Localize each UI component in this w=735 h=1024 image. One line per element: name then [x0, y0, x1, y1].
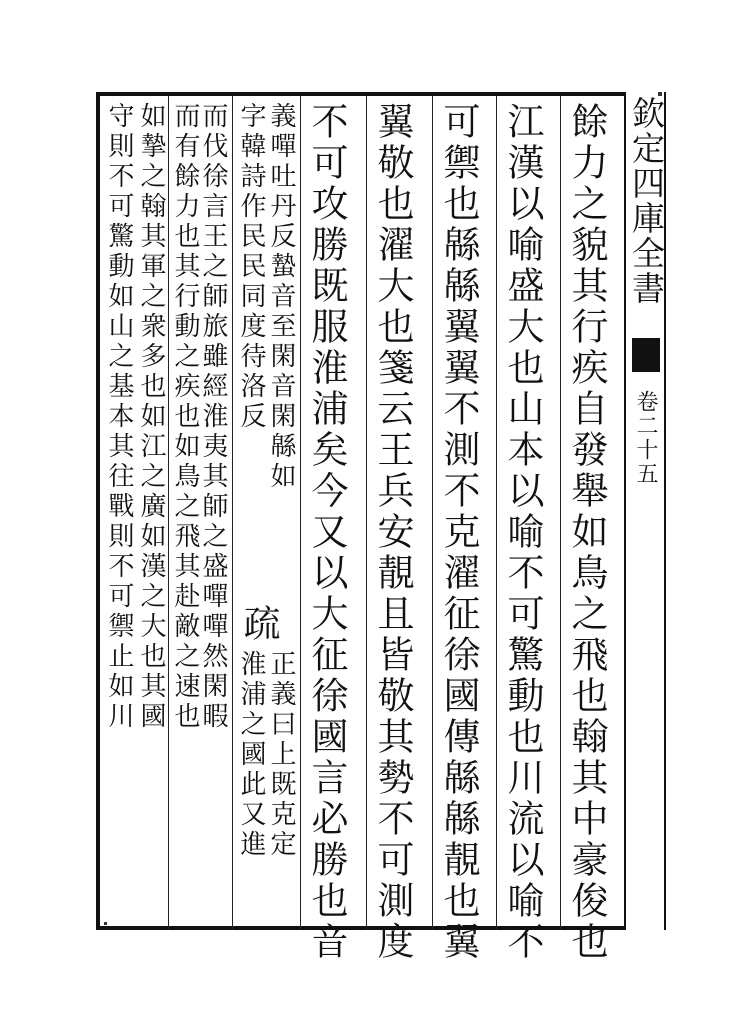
column-rule	[432, 96, 433, 930]
text-column-5: 不可攻勝既服淮浦矣今又以大征徐國言必勝也音	[305, 102, 348, 963]
column-rule	[232, 96, 233, 930]
commentary-line-6: 而有餘力也其行動之疾也如鳥之飛其赴敵之速也	[170, 102, 200, 732]
text-column-2: 江漢以喻盛大也山本以喻不可驚動也川流以喻不	[501, 102, 544, 963]
column-rule	[560, 96, 561, 930]
commentary-line-2: 字韓詩作民民同度待洛反	[236, 102, 266, 432]
text-column-4: 翼敬也濯大也箋云王兵安靚且皆敬其勢不可測度	[371, 102, 414, 963]
commentary-line-7: 如摯之翰其軍之衆多也如江之廣如漢之大也其國	[136, 102, 166, 732]
column-rule	[496, 96, 497, 930]
scan-speck	[658, 92, 662, 96]
volume-number: 卷二十五	[633, 390, 658, 486]
shu-marker: 疏	[237, 604, 280, 645]
column-rule	[168, 96, 169, 930]
commentary-line-5: 而伐徐言王之師旅雖經淮夷其師之盛嘽嘽然閑暇	[198, 102, 228, 732]
column-rule	[366, 96, 367, 930]
commentary-line-8: 守則不可驚動如山之基本其往戰則不可禦止如川	[104, 102, 134, 732]
text-column-3: 可禦也緜緜翼翼不測不克濯征徐國傳緜緜靚也翼	[437, 102, 480, 963]
commentary-line-3: 正義曰上既克定	[266, 650, 296, 860]
column-rule	[300, 96, 301, 930]
commentary-line-4: 淮浦之國此又進	[236, 650, 266, 860]
scan-speck	[104, 922, 107, 925]
text-column-1: 餘力之貌其行疾自發舉如鳥之飛也翰其中豪俊也	[565, 102, 608, 963]
book-title: 欽定四庫全書	[627, 96, 666, 306]
fishtail-mark-icon	[632, 338, 660, 372]
commentary-line-1: 義嘽吐丹反蟄音至閑音閑緜如	[266, 102, 296, 492]
